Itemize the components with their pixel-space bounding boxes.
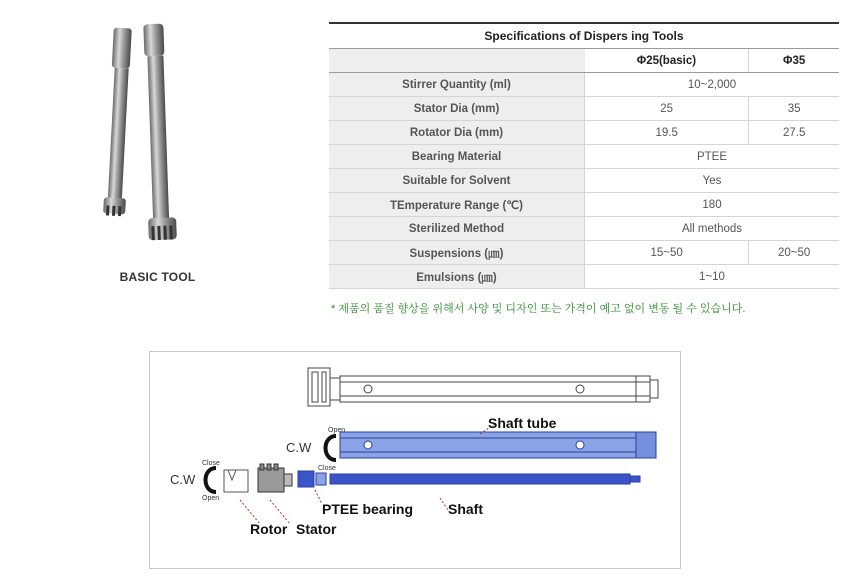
row-value: 1~10	[585, 265, 840, 289]
table-row	[329, 193, 839, 217]
table-row	[329, 265, 839, 289]
row-label: TEmperature Range (℃)	[329, 193, 585, 217]
table-row	[329, 121, 839, 145]
row-value: Yes	[585, 169, 840, 193]
label-stator: Stator	[296, 521, 337, 537]
cw-arrow-left-icon	[206, 468, 217, 492]
label-close-left: Close	[202, 460, 220, 467]
table-row	[329, 97, 839, 121]
row-label: Rotator Dia (mm)	[329, 121, 585, 145]
label-shaft-tube: Shaft tube	[488, 415, 557, 431]
specifications-table	[329, 22, 839, 289]
row-value: 20~50	[749, 241, 839, 265]
header-blank	[329, 49, 585, 73]
product-caption: BASIC TOOL	[119, 270, 196, 284]
disclaimer-note: * 제품의 품질 향상을 위해서 사양 및 디자인 또는 가격이 예고 없이 변동 될 수 있습니다.	[331, 303, 746, 315]
label-open-left: Open	[202, 495, 220, 502]
table-title: Specifications of Dispers ing Tools	[329, 23, 839, 49]
table-row	[329, 241, 839, 265]
rotor-drawing	[224, 470, 248, 492]
stator-drawing	[258, 464, 292, 492]
label-ptee-bearing: PTEE bearing	[322, 501, 414, 517]
row-label: Sterilized Method	[329, 217, 585, 241]
row-value: 180	[585, 193, 840, 217]
row-label: Stirrer Quantity (ml)	[329, 73, 585, 97]
row-label: Suitable for Solvent	[329, 169, 585, 193]
row-value: 27.5	[749, 121, 839, 145]
tool-right	[141, 23, 177, 240]
shaft-drawing	[330, 474, 640, 484]
row-value: 25	[585, 97, 749, 121]
row-value: 15~50	[585, 241, 749, 265]
row-label: Bearing Material	[329, 145, 585, 169]
label-rotor: Rotor	[250, 521, 288, 537]
row-value: 19.5	[585, 121, 749, 145]
ptee-bearing-drawing	[298, 471, 326, 487]
row-label: Emulsions (㎛)	[329, 265, 585, 289]
label-close-mid: Close	[318, 465, 336, 472]
row-label: Stator Dia (mm)	[329, 97, 585, 121]
table-row	[329, 169, 839, 193]
column-header: Φ35	[749, 49, 839, 73]
table-row	[329, 73, 839, 97]
table-row	[329, 145, 839, 169]
assembled-tool-drawing	[308, 368, 658, 406]
row-value: PTEE	[585, 145, 840, 169]
shaft-tube-drawing	[340, 432, 656, 458]
column-header: Φ25(basic)	[585, 49, 749, 73]
label-cw-top: C.W	[286, 440, 312, 455]
tool-left	[103, 27, 135, 216]
row-value: All methods	[585, 217, 840, 241]
assembly-diagram	[149, 351, 681, 569]
row-value: 35	[749, 97, 839, 121]
label-cw-left: C.W	[170, 472, 196, 487]
label-open-top: Open	[328, 427, 346, 434]
dispersing-tool-photo	[95, 20, 235, 260]
table-row	[329, 217, 839, 241]
label-shaft: Shaft	[448, 501, 483, 517]
row-label: Suspensions (㎛)	[329, 241, 585, 265]
row-value: 10~2,000	[585, 73, 840, 97]
cw-arrow-top-icon	[326, 436, 337, 460]
